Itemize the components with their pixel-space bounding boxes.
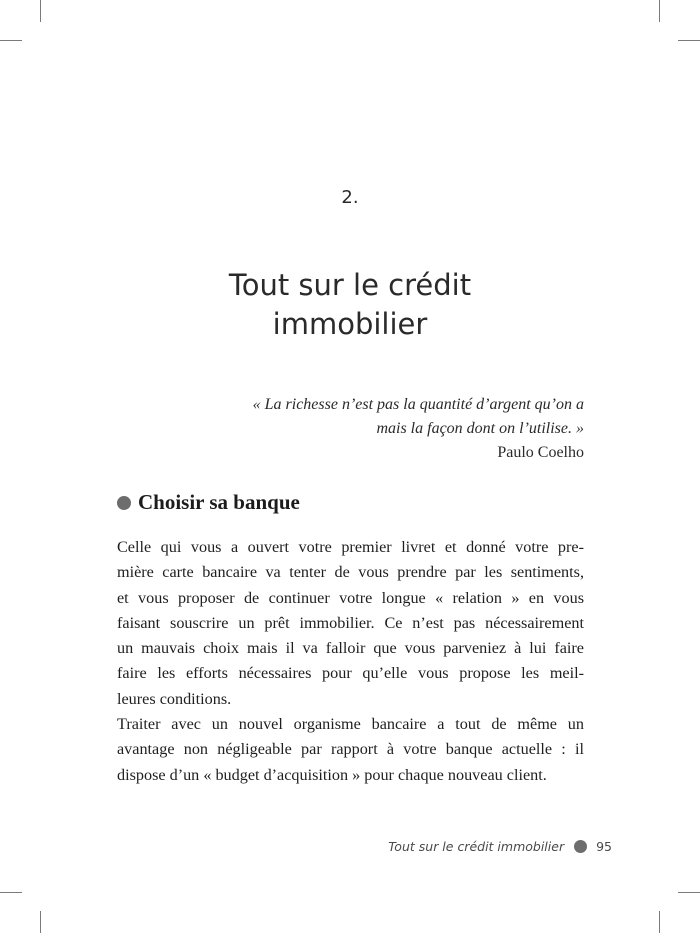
text-line: Celle qui vous a ouvert votre premier livret et donné votre pre-	[117, 538, 584, 556]
page-footer	[388, 839, 612, 854]
text-line: un mauvais choix mais il va falloir que vous parveniez à lui faire	[117, 639, 584, 658]
bullet-icon	[117, 496, 131, 510]
epigraph-quote-line-1: « La richesse n’est pas la quantité d’argent qu’on a	[252, 396, 584, 413]
crop-mark-bottom-right	[659, 911, 660, 933]
page-number: 95	[596, 839, 612, 854]
crop-mark-top-right	[659, 0, 660, 22]
text-line: dispose d’un « budget d’acquisition » pour chaque nouveau client.	[117, 765, 547, 784]
paragraph-2	[117, 712, 584, 788]
text-line: mière carte bancaire va tenter de vous prendre par les sentiments,	[117, 563, 584, 582]
text-line: Traiter avec un nouvel organisme bancaire a tout de même un	[117, 715, 584, 734]
epigraph-quote-line-2: mais la façon dont on l’utilise. »	[376, 420, 584, 437]
text-line: faisant souscrire un prêt immobilier. Ce n’est pas nécessairement	[117, 613, 584, 632]
chapter-number: 2.	[341, 187, 359, 208]
chapter-title-line-2: immobilier	[272, 307, 428, 341]
epigraph	[190, 393, 584, 465]
epigraph-author: Paulo Coelho	[497, 444, 584, 461]
running-title: Tout sur le crédit immobilier	[388, 839, 565, 854]
body-text	[117, 535, 584, 788]
crop-mark-left-top	[0, 40, 22, 41]
section-heading	[117, 490, 300, 515]
text-line: avantage non négligeable par rapport à votre banque actuelle : il	[117, 740, 584, 759]
chapter-title-line-1: Tout sur le crédit	[228, 268, 472, 302]
chapter-title	[100, 266, 600, 344]
crop-mark-top-left	[40, 0, 41, 22]
footer-bullet-icon	[574, 840, 587, 853]
crop-mark-right-bottom	[678, 892, 700, 893]
crop-mark-right-top	[678, 40, 700, 41]
crop-mark-left-bottom	[0, 892, 22, 893]
paragraph-1	[117, 535, 584, 712]
text-line: faire les efforts nécessaires pour qu’elle vous propose les meil-	[117, 664, 584, 683]
text-line: leures conditions.	[117, 689, 232, 708]
text-line: et vous proposer de continuer votre longue « relation » en vous	[117, 588, 584, 607]
crop-mark-bottom-left	[40, 911, 41, 933]
section-heading-text: Choisir sa banque	[138, 490, 300, 514]
